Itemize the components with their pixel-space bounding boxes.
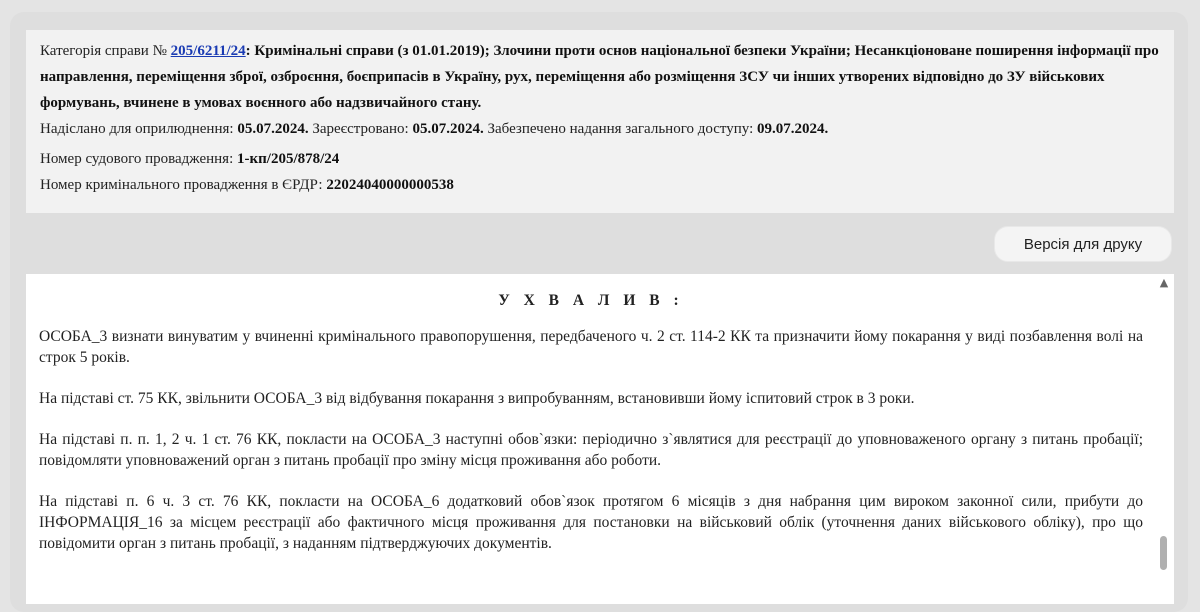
- ruling-paragraph: На підставі п. п. 1, 2 ч. 1 ст. 76 КК, покласти на ОСОБА_3 наступні обов`язки: періодично з`являтися для реєстрації до уповноваженого органу з питань пробації; повідомляти уповноважений орган з питань пробації про зміну місця проживання або роботи.: [39, 431, 1143, 469]
- access-label: Забезпечено надання загального доступу:: [487, 121, 754, 137]
- court-case-label: Номер судового провадження:: [40, 151, 234, 167]
- court-case-number: 1-кп/205/878/24: [237, 151, 340, 167]
- ruling-paragraph: На підставі п. 6 ч. 3 ст. 76 КК, покласти на ОСОБА_6 додатковий обов`язок протягом 6 місяців з дня набрання цим вироком законної сили, прибути до ІНФОРМАЦІЯ_16 за місцем реєстрації або фактичного місця проживання для постановки на військовий облік (уточнення даних військового обліку), про що повідомити орган з питань пробації, з наданням підтверджуючих документів.: [39, 493, 1143, 552]
- sent-date: 05.07.2024.: [237, 121, 309, 137]
- criminal-case-number: 22024040000000538: [326, 177, 454, 193]
- criminal-case-number-row: [40, 172, 1160, 198]
- case-number-link[interactable]: 205/6211/24: [170, 43, 246, 59]
- criminal-case-label: Номер кримінального провадження в ЄРДР:: [40, 177, 323, 193]
- case-metadata-card: [26, 30, 1174, 213]
- access-date: 09.07.2024.: [757, 121, 829, 137]
- print-version-button[interactable]: Версія для друку: [994, 226, 1172, 262]
- sent-label: Надіслано для оприлюднення:: [40, 121, 234, 137]
- registered-date: 05.07.2024.: [412, 121, 484, 137]
- registered-label: Зареєстровано:: [312, 121, 409, 137]
- category-text: : Кримінальні справи (з 01.01.2019); Злочини проти основ національної безпеки України; Несанкціоноване поширення інформації про направлення, переміщення зброї, озброєння, боєприпасів в Україну, рух, переміщення або розміщення ЗСУ чи інших утворених відповідно до ЗУ військових формувань, вчинене в умовах воєнного або надзвичайного стану.: [40, 43, 1159, 111]
- category-label: Категорія справи №: [40, 43, 167, 59]
- ruling-paragraph: ОСОБА_3 визнати винуватим у вчиненні кримінального правопорушення, передбаченого ч. 2 ст. 114-2 КК та призначити йому покарання у виді позбавлення волі на строк 5 років.: [39, 328, 1143, 366]
- scrollbar-thumb[interactable]: [1160, 536, 1167, 570]
- case-category: [40, 38, 1160, 116]
- document-scrollbar[interactable]: [1154, 274, 1174, 604]
- chevron-up-icon[interactable]: ▲: [1159, 276, 1169, 289]
- court-case-number-row: [40, 146, 1160, 172]
- ruling-paragraph: На підставі ст. 75 КК, звільнити ОСОБА_3 від відбування покарання з випробуванням, встановивши йому іспитовий строк в 3 роки.: [39, 390, 915, 407]
- publication-dates: [40, 116, 1160, 142]
- ruling-heading: У Х В А Л И В :: [498, 292, 684, 309]
- document-text-panel[interactable]: [26, 274, 1174, 604]
- document-content: [39, 274, 1143, 574]
